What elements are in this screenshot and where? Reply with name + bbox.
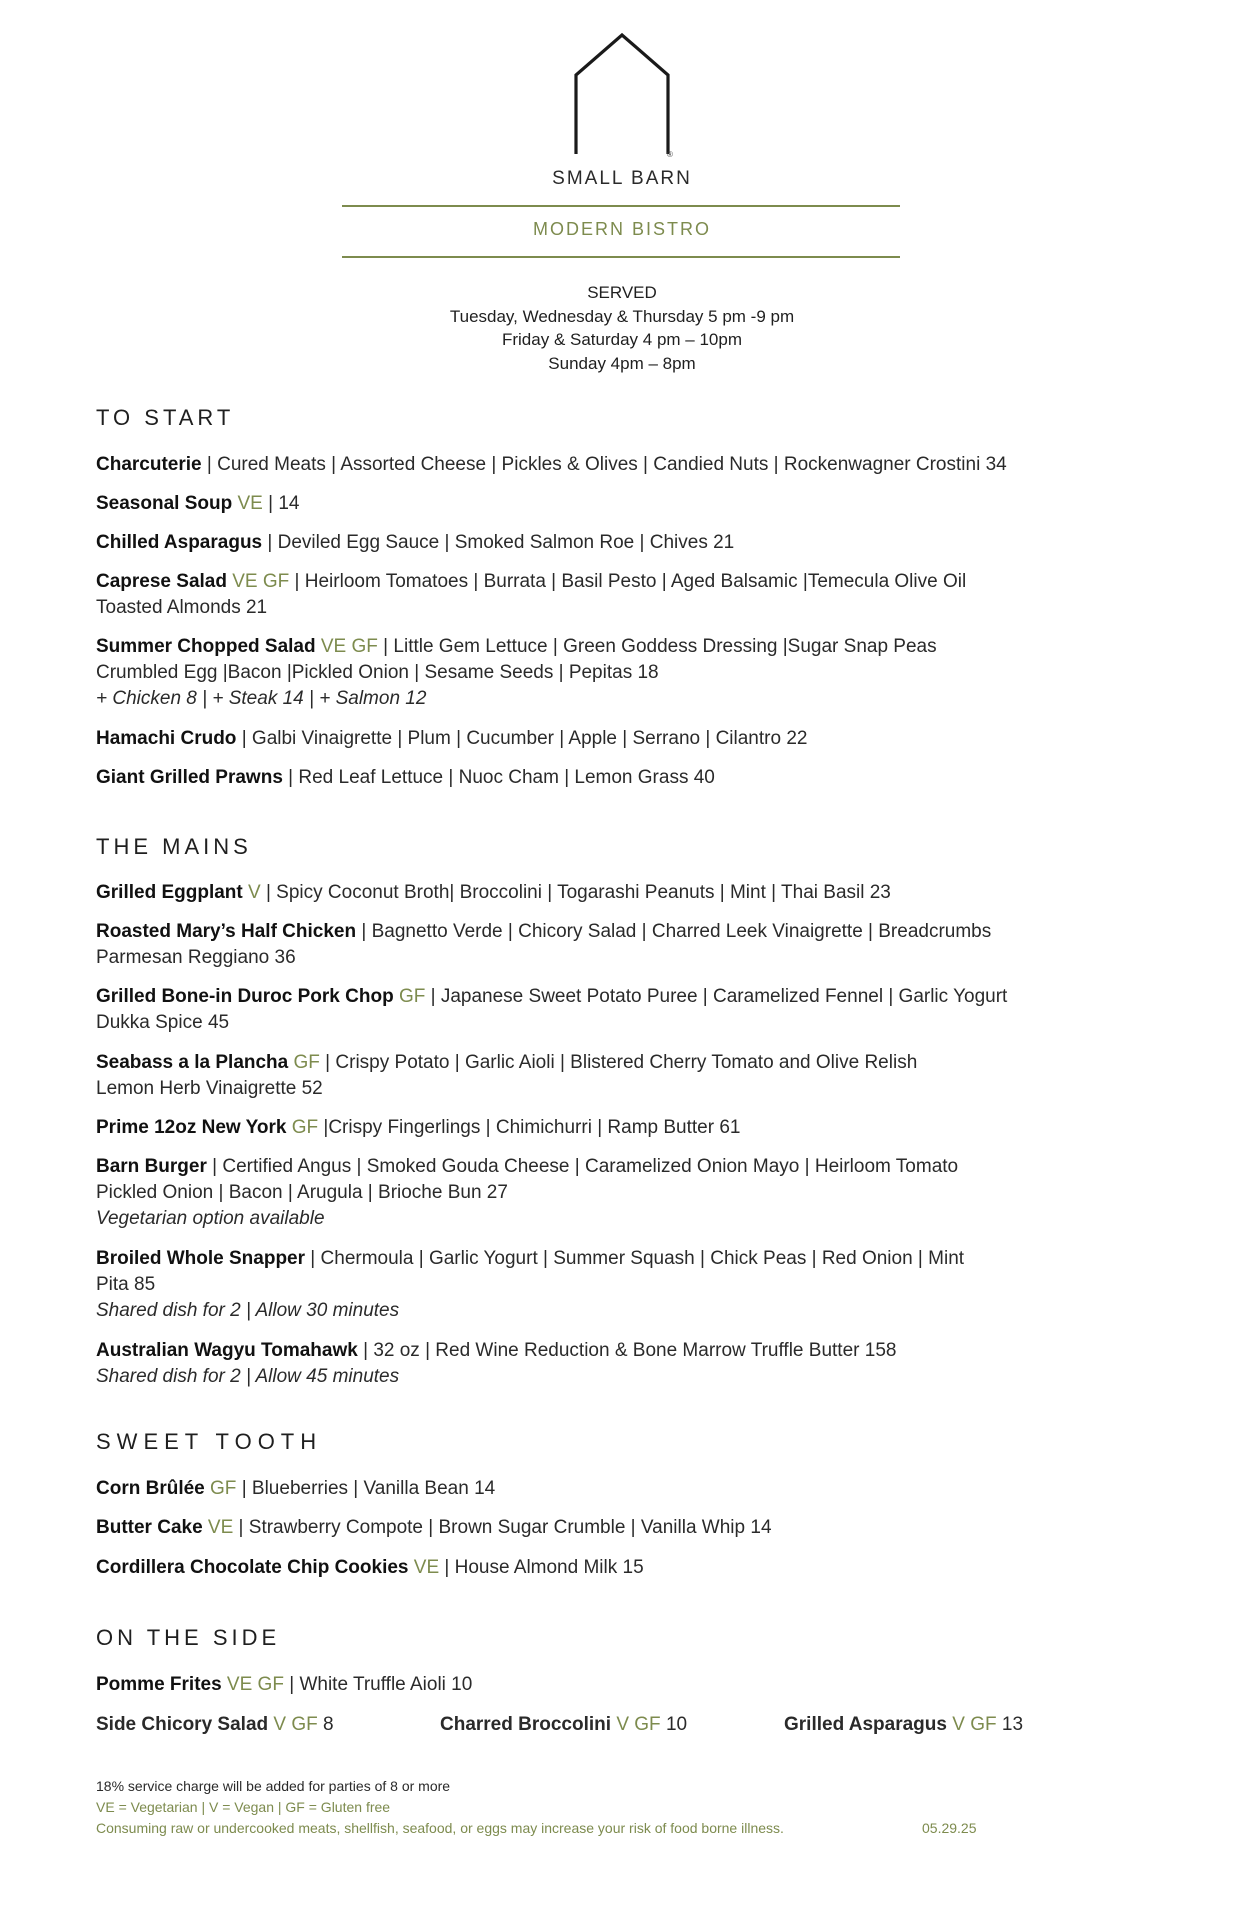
item-name: Roasted Mary’s Half Chicken <box>96 921 357 942</box>
menu-item <box>96 1672 1086 1698</box>
item-desc: |Crispy Fingerlings | Chimichurri | Ramp Butter 61 <box>318 1117 741 1138</box>
item-name: Corn Brûlée <box>96 1478 205 1499</box>
diet-tag: VE <box>408 1557 440 1578</box>
menu-item <box>96 452 1086 478</box>
served-hours <box>0 281 1244 375</box>
diet-tag: VE GF <box>226 571 290 592</box>
item-desc: Parmesan Reggiano 36 <box>96 947 296 968</box>
item-note: Vegetarian option available <box>96 1208 325 1229</box>
item-name: Broiled Whole Snapper <box>96 1248 306 1269</box>
diet-tag: VE <box>202 1517 234 1538</box>
section-title-sides: ON THE SIDE <box>96 1625 281 1650</box>
menu-item <box>96 569 1086 621</box>
item-price: 8 <box>317 1714 334 1735</box>
menu-item <box>96 765 1086 791</box>
served-label: SERVED <box>587 283 657 302</box>
diet-tag: VE GF <box>315 636 378 657</box>
item-note: Shared dish for 2 | Allow 30 minutes <box>96 1300 400 1321</box>
item-desc: | Blueberries | Vanilla Bean 14 <box>236 1478 496 1499</box>
item-name: Pomme Frites <box>96 1674 222 1695</box>
item-desc: Lemon Herb Vinaigrette 52 <box>96 1078 323 1099</box>
diet-tag: GF <box>393 986 426 1007</box>
section-title-to-start: TO START <box>96 405 235 430</box>
divider-top <box>342 205 900 207</box>
item-desc: Toasted Almonds 21 <box>96 597 268 618</box>
food-safety-warning: Consuming raw or undercooked meats, shellfish, seafood, or eggs may increase your risk of food borne illness. <box>96 1820 784 1836</box>
menu-item <box>96 1515 1086 1541</box>
item-desc: Pita 85 <box>96 1274 156 1295</box>
menu-item <box>96 1246 1086 1324</box>
diet-tag: V GF <box>268 1714 318 1735</box>
item-name: Butter Cake <box>96 1517 203 1538</box>
menu-item <box>96 491 1086 517</box>
item-name: Seabass a la Plancha <box>96 1052 289 1073</box>
served-line: Tuesday, Wednesday & Thursday 5 pm -9 pm <box>449 306 795 326</box>
diet-legend: VE = Vegetarian | V = Vegan | GF = Gluten free <box>96 1799 391 1815</box>
diet-tag: VE <box>232 493 263 514</box>
item-price: 10 <box>660 1714 688 1735</box>
diet-tag: V <box>242 882 261 903</box>
diet-tag: GF <box>204 1478 237 1499</box>
item-desc: | Strawberry Compote | Brown Sugar Crumble | Vanilla Whip 14 <box>233 1517 772 1538</box>
registered-mark: ® <box>667 150 673 159</box>
service-charge-note: 18% service charge will be added for parties of 8 or more <box>96 1778 451 1794</box>
item-name: Side Chicory Salad <box>96 1714 269 1735</box>
menu-item <box>96 1050 1086 1102</box>
item-name: Cordillera Chocolate Chip Cookies <box>96 1557 409 1578</box>
item-desc: | Galbi Vinaigrette | Plum | Cucumber | Apple | Serrano | Cilantro 22 <box>236 728 808 749</box>
served-line: Friday & Saturday 4 pm – 10pm <box>501 330 742 349</box>
divider-bottom <box>342 256 900 258</box>
item-name: Summer Chopped Salad <box>96 636 316 657</box>
item-name: Chilled Asparagus <box>96 532 263 553</box>
item-desc: Pickled Onion | Bacon | Arugula | Brioche Bun 27 <box>96 1182 508 1203</box>
item-desc: | White Truffle Aioli 10 <box>283 1674 473 1695</box>
item-desc: | Little Gem Lettuce | Green Goddess Dressing |Sugar Snap Peas <box>377 636 937 657</box>
item-name: Grilled Asparagus <box>784 1714 947 1735</box>
diet-tag: GF <box>286 1117 319 1138</box>
item-desc: | House Almond Milk 15 <box>439 1557 644 1578</box>
brand-subtitle: MODERN BISTRO <box>532 219 711 239</box>
menu-item <box>96 1555 1086 1581</box>
menu-item <box>96 919 1086 971</box>
item-name: Hamachi Crudo <box>96 728 237 749</box>
item-desc: | 14 <box>262 493 300 514</box>
item-desc: Dukka Spice 45 <box>96 1012 230 1033</box>
barn-outline-icon <box>572 33 672 157</box>
item-name: Barn Burger <box>96 1156 207 1177</box>
item-name: Caprese Salad <box>96 571 227 592</box>
item-note: Shared dish for 2 | Allow 45 minutes <box>96 1366 400 1387</box>
section-title-sweets: SWEET TOOTH <box>96 1429 323 1454</box>
item-desc: Crumbled Egg |Bacon |Pickled Onion | Sesame Seeds | Pepitas 18 <box>96 662 659 683</box>
diet-tag: V GF <box>946 1714 997 1735</box>
served-line: Sunday 4pm – 8pm <box>548 353 696 373</box>
menu-date: 05.29.25 <box>922 1820 977 1836</box>
item-desc: | 32 oz | Red Wine Reduction & Bone Marrow Truffle Butter 158 <box>357 1340 897 1361</box>
section-title-mains: THE MAINS <box>96 834 252 859</box>
menu-item <box>96 530 1086 556</box>
menu-item <box>96 984 1086 1036</box>
diet-tag: V GF <box>611 1714 661 1735</box>
item-desc: | Chermoula | Garlic Yogurt | Summer Squash | Chick Peas | Red Onion | Mint <box>305 1248 965 1269</box>
side-item <box>440 1712 687 1738</box>
menu-item <box>96 1154 1086 1232</box>
item-desc: | Japanese Sweet Potato Puree | Caramelized Fennel | Garlic Yogurt <box>425 986 1008 1007</box>
side-item <box>784 1712 1023 1738</box>
item-desc: | Crispy Potato | Garlic Aioli | Blistered Cherry Tomato and Olive Relish <box>319 1052 918 1073</box>
item-desc: | Red Leaf Lettuce | Nuoc Cham | Lemon Grass 40 <box>282 767 715 788</box>
menu-item <box>96 1476 1086 1502</box>
menu-item <box>96 1338 1086 1390</box>
item-name: Giant Grilled Prawns <box>96 767 283 788</box>
item-desc: | Certified Angus | Smoked Gouda Cheese | Caramelized Onion Mayo | Heirloom Tomato <box>206 1156 959 1177</box>
diet-tag: VE GF <box>221 1674 284 1695</box>
item-desc: | Cured Meats | Assorted Cheese | Pickles & Olives | Candied Nuts | Rockenwagner Crostini 34 <box>201 454 1007 475</box>
item-desc: | Spicy Coconut Broth| Broccolini | Togarashi Peanuts | Mint | Thai Basil 23 <box>260 882 891 903</box>
menu-item <box>96 634 1086 712</box>
item-name: Grilled Eggplant <box>96 882 243 903</box>
item-desc: | Deviled Egg Sauce | Smoked Salmon Roe | Chives 21 <box>262 532 735 553</box>
item-name: Australian Wagyu Tomahawk <box>96 1340 358 1361</box>
side-item <box>96 1712 334 1738</box>
menu-item <box>96 726 1086 752</box>
item-name: Seasonal Soup <box>96 493 233 514</box>
item-name: Charred Broccolini <box>440 1714 612 1735</box>
item-desc: | Bagnetto Verde | Chicory Salad | Charred Leek Vinaigrette | Breadcrumbs <box>356 921 992 942</box>
item-note: + Chicken 8 | + Steak 14 | + Salmon 12 <box>96 688 427 709</box>
item-name: Prime 12oz New York <box>96 1117 287 1138</box>
item-price: 13 <box>996 1714 1024 1735</box>
menu-item <box>96 1115 1086 1141</box>
item-name: Grilled Bone-in Duroc Pork Chop <box>96 986 394 1007</box>
brand-name: SMALL BARN <box>552 168 692 189</box>
diet-tag: GF <box>288 1052 320 1073</box>
menu-item <box>96 880 1086 906</box>
item-name: Charcuterie <box>96 454 202 475</box>
item-desc: | Heirloom Tomatoes | Burrata | Basil Pesto | Aged Balsamic |Temecula Olive Oil <box>289 571 967 592</box>
